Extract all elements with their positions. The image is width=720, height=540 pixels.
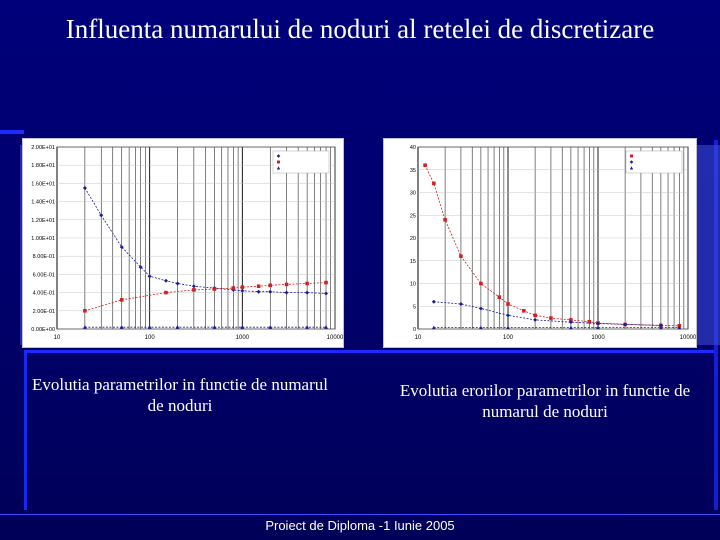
y-tick-label: 1.20E+01 (31, 217, 55, 224)
data-point (83, 309, 87, 313)
data-point (459, 254, 463, 258)
accent-stripe-mid-horizontal (24, 350, 714, 353)
data-point (533, 314, 537, 318)
data-point (497, 295, 501, 299)
y-tick-label: 5 (412, 304, 416, 311)
caption-right: Evolutia erorilor parametrilor in functie de numarul de noduri (399, 381, 691, 421)
data-point (423, 163, 427, 167)
data-point (241, 285, 245, 289)
accent-stripe-top-left (0, 130, 24, 134)
data-point (324, 281, 328, 285)
slide-title: Influenta numarului de noduri al retelei de discretizare (65, 14, 655, 44)
data-point (268, 284, 272, 288)
chart-left (22, 138, 344, 348)
chart-right (383, 138, 697, 348)
data-point (232, 286, 236, 290)
y-tick-label: 2.00E-01 (32, 308, 55, 315)
y-tick-label: 1.80E+01 (31, 163, 55, 170)
x-tick-label: 10000 (326, 335, 343, 341)
y-tick-label: 20 (409, 236, 416, 242)
x-tick-label: 100 (144, 335, 155, 341)
x-tick-label: 10 (53, 335, 61, 341)
x-tick-label: 1000 (235, 335, 250, 341)
data-point (443, 218, 447, 222)
y-tick-label: 40 (409, 145, 416, 151)
y-tick-label: 2.00E+01 (31, 145, 55, 151)
y-tick-label: 4.00E-01 (32, 290, 55, 297)
y-tick-label: 0.00E+00 (31, 327, 55, 333)
x-tick-label: 100 (502, 335, 514, 341)
y-tick-label: 25 (409, 213, 416, 220)
data-point (549, 316, 553, 320)
data-point (506, 302, 510, 306)
data-point (522, 309, 526, 313)
x-tick-label: 10 (414, 335, 422, 341)
y-tick-label: 1.60E+01 (31, 181, 55, 188)
data-point (120, 298, 124, 302)
x-tick-label: 1000 (591, 335, 605, 341)
chart-left-svg (23, 139, 343, 347)
legend-box (273, 151, 329, 173)
legend-marker (630, 155, 633, 158)
data-point (432, 182, 436, 186)
footer-text: Proiect de Diploma -1 Iunie 2005 (265, 518, 455, 533)
y-tick-label: 1.40E+01 (31, 199, 55, 206)
y-tick-label: 1.00E+01 (31, 236, 55, 242)
y-tick-label: 0 (412, 327, 416, 333)
y-tick-label: 15 (409, 258, 416, 265)
chart-right-svg (384, 139, 696, 347)
data-point (285, 283, 289, 287)
y-tick-label: 8.00E-01 (32, 254, 55, 261)
data-point (164, 291, 168, 295)
data-point (479, 282, 483, 286)
data-point (257, 284, 261, 288)
footer-divider (0, 514, 720, 515)
caption-left: Evolutia parametrilor in functie de numarul de noduri (32, 375, 328, 415)
y-tick-label: 35 (409, 167, 416, 174)
y-tick-label: 6.00E-01 (32, 272, 55, 279)
legend-marker (277, 161, 280, 164)
legend-box (626, 151, 682, 173)
data-point (305, 282, 309, 286)
y-tick-label: 10 (409, 281, 416, 288)
data-point (192, 288, 196, 292)
y-tick-label: 30 (409, 190, 416, 197)
accent-stripe-left-vertical (24, 350, 27, 510)
x-tick-label: 10000 (679, 335, 696, 341)
data-point (213, 287, 217, 291)
